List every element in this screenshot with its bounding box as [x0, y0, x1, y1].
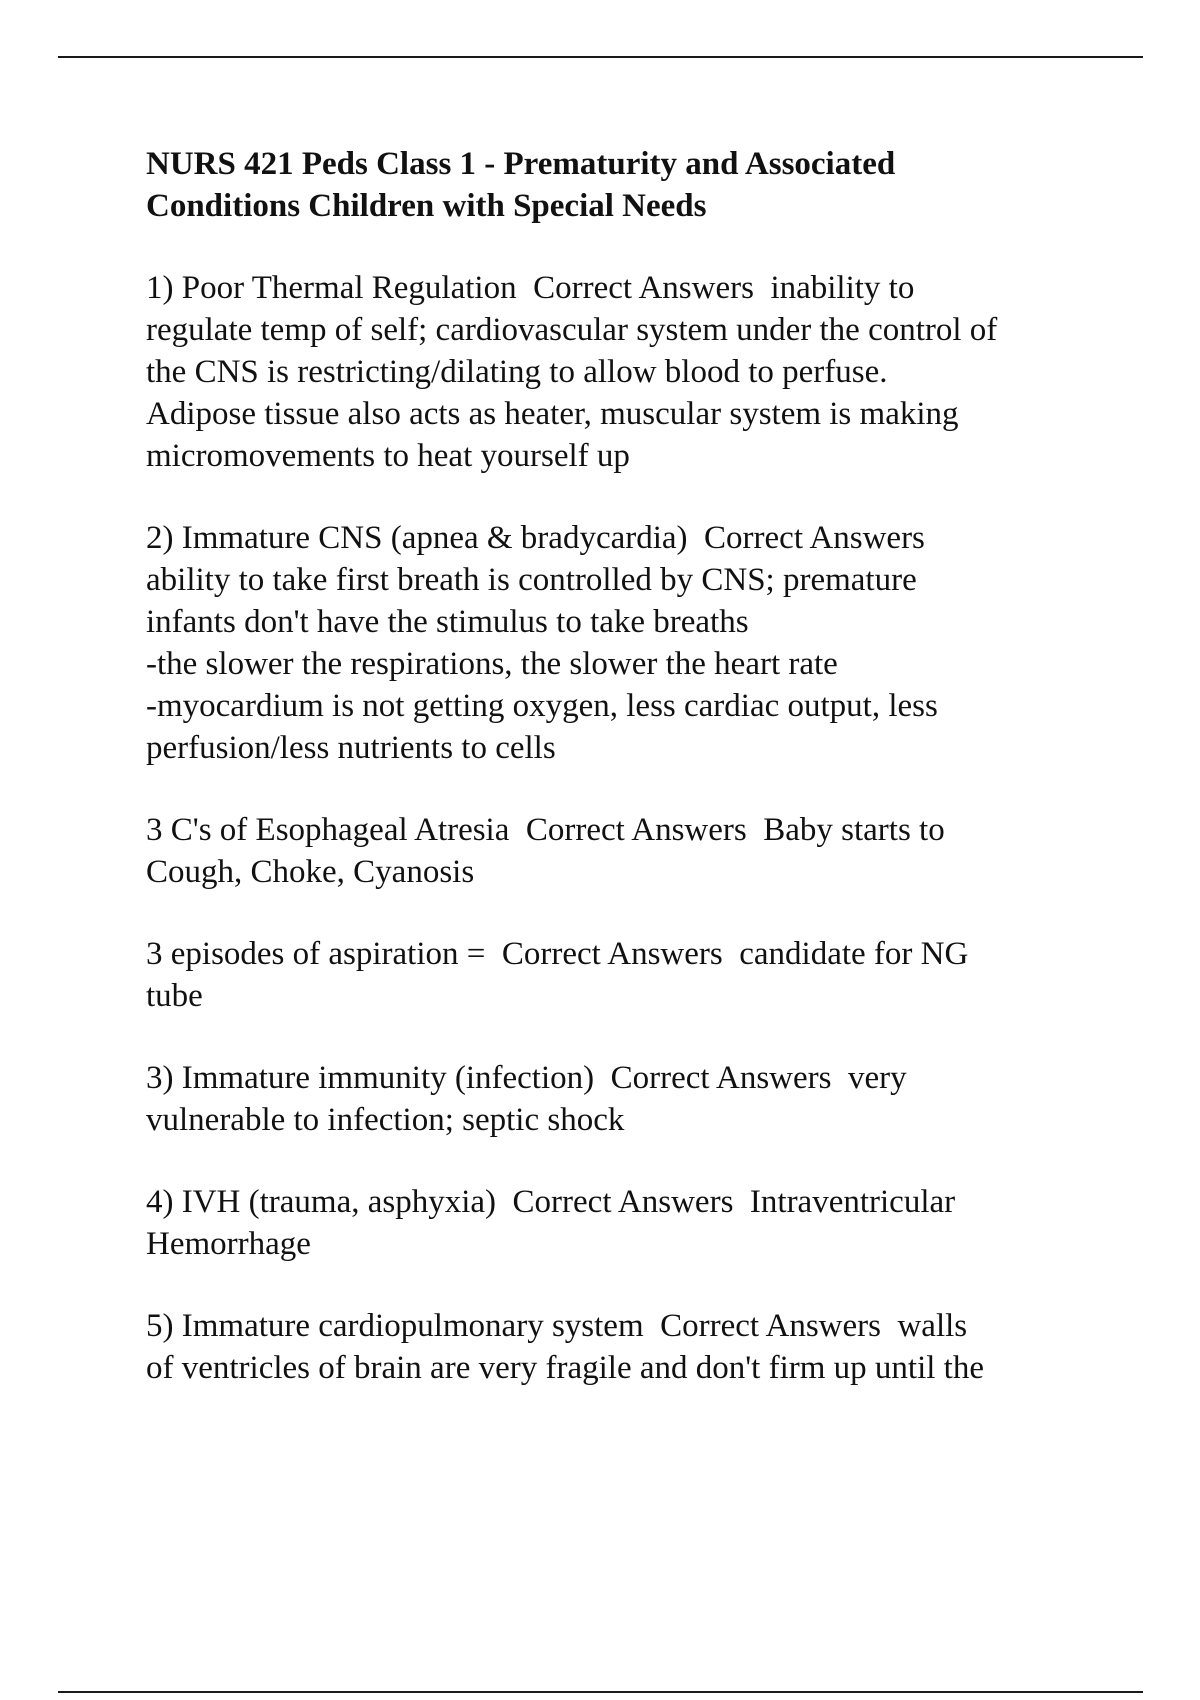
title-line: NURS 421 Peds Class 1 - Prematurity and Associated: [146, 146, 896, 182]
entry-line: 2) Immature CNS (apnea & bradycardia) Correct Answers: [146, 520, 925, 556]
entry-line: Hemorrhage: [146, 1226, 311, 1262]
entry-line: ability to take first breath is controlled by CNS; premature: [146, 562, 917, 598]
entry-immature-cardiopulmonary: [146, 1305, 1096, 1389]
entry-line: perfusion/less nutrients to cells: [146, 730, 556, 766]
entry-esophageal-atresia: [146, 809, 1096, 893]
entry-immature-cns: [146, 517, 1096, 769]
entry-line: -myocardium is not getting oxygen, less cardiac output, less: [146, 688, 938, 724]
entry-line: 4) IVH (trauma, asphyxia) Correct Answers Intraventricular: [146, 1184, 956, 1220]
top-divider: [58, 56, 1143, 58]
bottom-divider: [58, 1691, 1143, 1693]
entry-line: Adipose tissue also acts as heater, muscular system is making: [146, 396, 959, 432]
title-line: Conditions Children with Special Needs: [146, 188, 707, 224]
document-body: [146, 143, 1096, 1429]
entry-line: 5) Immature cardiopulmonary system Correct Answers walls: [146, 1308, 968, 1344]
entry-line: of ventricles of brain are very fragile and don't firm up until the: [146, 1350, 984, 1386]
entry-line: regulate temp of self; cardiovascular system under the control of: [146, 312, 998, 348]
entry-line: -the slower the respirations, the slower the heart rate: [146, 646, 838, 682]
entry-line: 1) Poor Thermal Regulation Correct Answers inability to: [146, 270, 915, 306]
entry-line: tube: [146, 978, 203, 1014]
entry-line: Cough, Choke, Cyanosis: [146, 854, 475, 890]
entry-poor-thermal-regulation: [146, 267, 1096, 477]
entry-line: micromovements to heat yourself up: [146, 438, 630, 474]
entry-line: the CNS is restricting/dilating to allow blood to perfuse.: [146, 354, 888, 390]
entry-immature-immunity: [146, 1057, 1096, 1141]
entry-line: 3 C's of Esophageal Atresia Correct Answers Baby starts to: [146, 812, 945, 848]
entry-ivh: [146, 1181, 1096, 1265]
entry-line: 3 episodes of aspiration = Correct Answers candidate for NG: [146, 936, 969, 972]
entry-line: 3) Immature immunity (infection) Correct Answers very: [146, 1060, 907, 1096]
entry-line: infants don't have the stimulus to take breaths: [146, 604, 749, 640]
entry-episodes-of-aspiration: [146, 933, 1096, 1017]
document-title: [146, 143, 1096, 227]
entry-line: vulnerable to infection; septic shock: [146, 1102, 625, 1138]
